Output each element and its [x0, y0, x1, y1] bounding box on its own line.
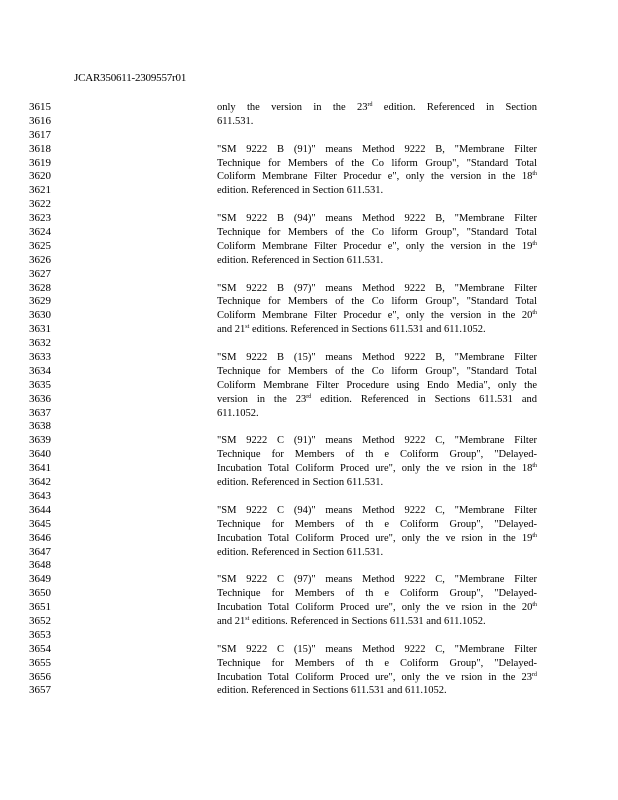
line-row: [0, 115, 618, 129]
line-row: [0, 393, 618, 407]
line-text: "SM 9222 C (94)" means Method 9222 C, "Membrane Filter: [217, 504, 537, 516]
line-text: "SM 9222 B (15)" means Method 9222 B, "Membrane Filter: [217, 352, 537, 364]
line-text: Technique for Members of th e Coliform Group", "Delayed-: [217, 657, 537, 669]
ordinal-suffix: st: [245, 615, 250, 622]
ordinal-suffix: th: [532, 602, 537, 609]
line-row: [0, 282, 618, 296]
line-text: Incubation Total Coliform Proced ure", only the ve rsion in the 23rd: [217, 671, 537, 683]
line-row: [0, 365, 618, 379]
line-text: Technique for Members of th e Coliform Group", "Delayed-: [217, 518, 537, 530]
line-number: 3633: [29, 351, 51, 364]
document-id: JCAR350611-2309557r01: [74, 72, 187, 84]
ordinal-suffix: th: [532, 532, 537, 539]
line-number: 3652: [29, 614, 51, 627]
line-row: [0, 240, 618, 254]
line-number: 3647: [29, 545, 51, 558]
line-row: [0, 337, 618, 351]
line-number: 3654: [29, 642, 51, 655]
line-row: [0, 351, 618, 365]
line-row: [0, 420, 618, 434]
line-number: 3626: [29, 253, 51, 266]
line-number: 3639: [29, 434, 51, 447]
ordinal-suffix: th: [532, 463, 537, 470]
line-row: [0, 323, 618, 337]
line-number: 3637: [29, 406, 51, 419]
line-number: 3622: [29, 198, 51, 211]
line-text: Coliform Membrane Filter Procedur e", only the version in the 20th: [217, 310, 537, 322]
line-number: 3634: [29, 364, 51, 377]
line-number: 3643: [29, 489, 51, 502]
line-text: edition. Referenced in Section 611.531.: [217, 477, 384, 489]
line-number: 3616: [29, 114, 51, 127]
line-row: [0, 546, 618, 560]
line-text: Technique for Members of the Co liform Group", "Standard Total: [217, 365, 537, 377]
line-row: [0, 268, 618, 282]
line-number: 3625: [29, 239, 51, 252]
line-row: [0, 587, 618, 601]
line-number: 3630: [29, 309, 51, 322]
line-number: 3655: [29, 656, 51, 669]
line-number: 3621: [29, 184, 51, 197]
line-number: 3653: [29, 628, 51, 641]
line-number: 3649: [29, 573, 51, 586]
line-text: and 21st editions. Referenced in Sections 611.531 and 611.1052.: [217, 324, 486, 336]
ordinal-suffix: rd: [306, 393, 312, 400]
line-text: edition. Referenced in Section 611.531.: [217, 254, 384, 266]
line-row: [0, 157, 618, 171]
line-row: [0, 671, 618, 685]
line-row: [0, 212, 618, 226]
line-row: [0, 684, 618, 698]
line-number: 3618: [29, 142, 51, 155]
line-number: 3623: [29, 212, 51, 225]
line-row: [0, 504, 618, 518]
line-number: 3657: [29, 684, 51, 697]
line-row: [0, 518, 618, 532]
line-row: [0, 476, 618, 490]
line-row: [0, 407, 618, 421]
line-row: [0, 573, 618, 587]
line-row: [0, 629, 618, 643]
line-row: [0, 198, 618, 212]
line-text: 611.531.: [217, 115, 254, 127]
line-row: [0, 643, 618, 657]
line-text: edition. Referenced in Section 611.531.: [217, 546, 384, 558]
numbered-text-lines: [0, 101, 618, 698]
line-row: [0, 657, 618, 671]
line-number: 3650: [29, 587, 51, 600]
ordinal-suffix: rd: [532, 671, 537, 678]
line-text: "SM 9222 C (15)" means Method 9222 C, "Membrane Filter: [217, 643, 537, 655]
ordinal-suffix: th: [532, 310, 537, 317]
line-row: [0, 184, 618, 198]
line-row: [0, 226, 618, 240]
line-text: Coliform Membrane Filter Procedur e", only the version in the 19th: [217, 240, 537, 252]
line-text: Technique for Members of the Co liform Group", "Standard Total: [217, 296, 537, 308]
line-row: [0, 101, 618, 115]
line-number: 3644: [29, 503, 51, 516]
line-number: 3619: [29, 156, 51, 169]
line-number: 3641: [29, 462, 51, 475]
line-row: [0, 601, 618, 615]
line-row: [0, 448, 618, 462]
line-number: 3627: [29, 267, 51, 280]
line-number: 3624: [29, 226, 51, 239]
line-number: 3628: [29, 281, 51, 294]
line-row: [0, 462, 618, 476]
line-number: 3620: [29, 170, 51, 183]
line-text: "SM 9222 B (91)" means Method 9222 B, "Membrane Filter: [217, 143, 537, 155]
line-row: [0, 129, 618, 143]
line-row: [0, 559, 618, 573]
line-number: 3629: [29, 295, 51, 308]
line-row: [0, 143, 618, 157]
ordinal-suffix: th: [532, 240, 537, 247]
ordinal-suffix: st: [245, 324, 250, 331]
line-text: Incubation Total Coliform Proced ure", only the ve rsion in the 19th: [217, 532, 537, 544]
line-number: 3646: [29, 531, 51, 544]
line-number: 3635: [29, 378, 51, 391]
line-number: 3642: [29, 476, 51, 489]
line-text: Technique for Members of th e Coliform Group", "Delayed-: [217, 449, 537, 461]
line-text: edition. Referenced in Sections 611.531 and 611.1052.: [217, 685, 447, 697]
line-number: 3638: [29, 420, 51, 433]
line-row: [0, 309, 618, 323]
line-text: Technique for Members of the Co liform Group", "Standard Total: [217, 227, 537, 239]
line-row: [0, 434, 618, 448]
line-number: 3640: [29, 448, 51, 461]
line-text: 611.1052.: [217, 407, 259, 419]
line-text: version in the 23rd edition. Referenced in Sections 611.531 and: [217, 393, 538, 405]
line-row: [0, 532, 618, 546]
line-row: [0, 490, 618, 504]
ordinal-suffix: rd: [367, 102, 373, 108]
line-text: Incubation Total Coliform Proced ure", only the ve rsion in the 20th: [217, 602, 537, 614]
ordinal-suffix: th: [532, 171, 537, 178]
line-text: Coliform Membrane Filter Procedur e", only the version in the 18th: [217, 171, 537, 183]
line-text: Incubation Total Coliform Proced ure", only the ve rsion in the 18th: [217, 463, 537, 475]
line-row: [0, 615, 618, 629]
line-row: [0, 170, 618, 184]
line-number: 3636: [29, 392, 51, 405]
line-number: 3656: [29, 670, 51, 683]
line-text: "SM 9222 C (91)" means Method 9222 C, "Membrane Filter: [217, 435, 537, 447]
line-text: "SM 9222 B (97)" means Method 9222 B, "Membrane Filter: [217, 282, 537, 294]
line-text: Technique for Members of the Co liform Group", "Standard Total: [217, 157, 537, 169]
line-text: edition. Referenced in Section 611.531.: [217, 185, 384, 197]
line-number: 3651: [29, 601, 51, 614]
line-number: 3631: [29, 323, 51, 336]
line-text: "SM 9222 B (94)" means Method 9222 B, "Membrane Filter: [217, 213, 537, 225]
line-text: "SM 9222 C (97)" means Method 9222 C, "Membrane Filter: [217, 574, 537, 586]
line-row: [0, 295, 618, 309]
line-text: Coliform Membrane Filter Procedure using Endo Media", only the: [217, 379, 537, 391]
line-number: 3617: [29, 128, 51, 141]
line-number: 3632: [29, 337, 51, 350]
line-text: Technique for Members of th e Coliform Group", "Delayed-: [217, 588, 537, 600]
line-text: and 21st editions. Referenced in Sections 611.531 and 611.1052.: [217, 615, 486, 627]
line-text: only the version in the 23rd edition. Referenced in Section: [217, 102, 537, 113]
line-number: 3645: [29, 517, 51, 530]
line-row: [0, 254, 618, 268]
line-number: 3615: [29, 101, 51, 113]
line-row: [0, 379, 618, 393]
line-number: 3648: [29, 559, 51, 572]
